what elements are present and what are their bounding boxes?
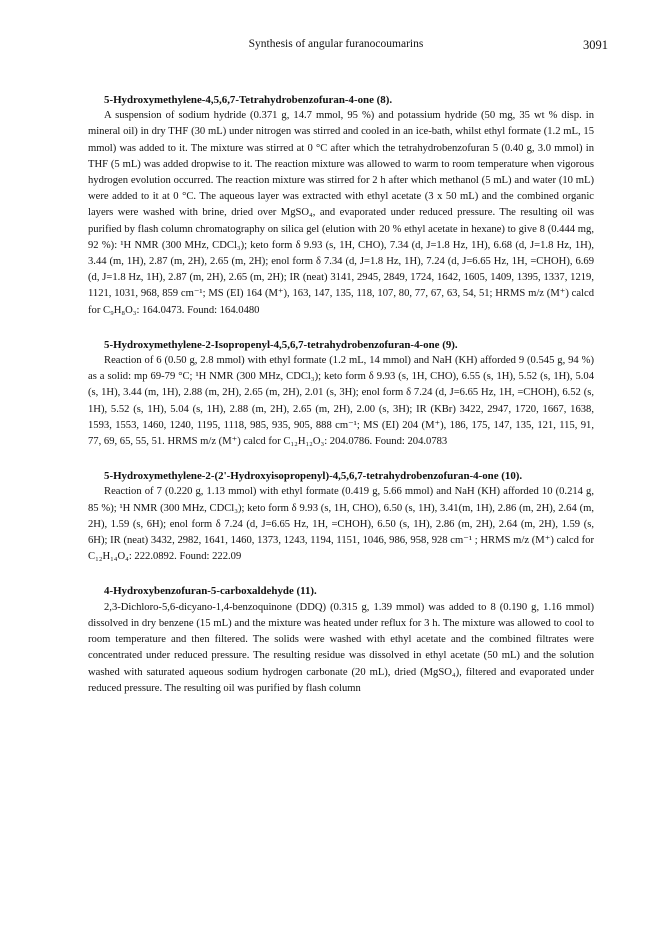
compound-9-section — [88, 337, 594, 450]
compound-11-heading: 4-Hydroxybenzofuran-5-carboxaldehyde (11). — [104, 585, 317, 598]
compound-8-paragraph: A suspension of sodium hydride (0.371 g, 14.7 mmol, 95 %) and potassium hydride (50 mg, 35 wt % disp. in mineral oil) in dry THF (30 mL) under nitrogen was stirred and cooled in an ice-bath, whilst ethyl formate (1.2 mL, 15 mmol) was added to it. The mixture was stirred at 0 °C after which the tetrahydrobenzofuran 5 (0.40 g, 3.0 mmol) in THF (5 mL) was added dropwise to it. The reaction mixture was allowed to warm to room temperature when vigorous hydrogen evolution occurred. The reaction mixture was stirred for 2 h after which methanol (5 mL) and water (10 mL) were added to it at 0 °C. The aqueous layer was extracted with ethyl acetate (3 x 50 mL) and the combined organic layers were washed with brine, dried over MgSO₄, and evaporated under reduced pressure. The resulting oil was purified by flash column chromatography on silica gel (elution with 20 % ethyl acetate in hexane) to give 8 (0.444 mg, 92 %): ¹H NMR (300 MHz, CDCl₃); keto form δ 9.93 (s, 1H, CHO), 7.34 (d, J=1.8 Hz, 1H), 6.68 (d, J=1.8 Hz, 1H), 3.44 (m, 1H), 2.87 (m, 2H), 2.65 (m, 2H); enol form δ 7.34 (d, J=1.8 Hz, 1H), 7.24 (d, J=6.65 Hz, 1H, =CHOH), 6.69 (d, J=1.8 Hz, 1H), 2.87 (m, 2H), 2.65 (m, 2H); IR (neat) 3141, 2945, 2849, 1724, 1642, 1605, 1409, 1395, 1337, 1219, 1121, 1031, 968, 859 cm⁻¹; MS (EI) 164 (M⁺), 163, 147, 135, 118, 107, 80, 77, 67, 63, 54, 51; HRMS m/z (M⁺) calcd for C₉H₈O₃: 164.0473. Found: 164.0480 — [88, 110, 594, 316]
compound-11-paragraph: 2,3-Dichloro-5,6-dicyano-1,4-benzoquinone (DDQ) (0.315 g, 1.39 mmol) was added to 8 (0.190 g, 1.16 mmol) dissolved in dry benzene (15 mL) and the mixture was heated under reflux for 3 h. The mixture was allowed to cool to room temperature and then filtered. The solids were washed with ethyl acetate and the combined filtrates were concentrated under reduced pressure. The resulting residue was dissolved in ethyl acetate (50 mL) and the solution washed with saturated aqueous sodium hydrogen carbonate (20 mL), dried (MgSO₄), filtered and evaporated under reduced pressure. The resulting oil was purified by flash column — [88, 601, 594, 694]
compound-9-heading: 5-Hydroxymethylene-2-Isopropenyl-4,5,6,7-tetrahydrobenzofuran-4-one (9). — [104, 338, 458, 351]
compound-10-heading: 5-Hydroxymethylene-2-(2'-Hydroxyisopropenyl)-4,5,6,7-tetrahydrobenzofuran-4-one (10). — [104, 470, 523, 483]
running-title: Synthesis of angular furanocoumarins — [248, 38, 424, 50]
compound-9-paragraph: Reaction of 6 (0.50 g, 2.8 mmol) with ethyl formate (1.2 mL, 14 mmol) and NaH (KH) afforded 9 (0.545 g, 94 %) as a solid: mp 69-79 °C; ¹H NMR (300 MHz, CDCl₃); keto form δ 9.93 (s, 1H, CHO), 6.55 (s, 1H), 5.52 (s, 1H), 5.04 (s, 1H), 3.44 (m, 1H), 2.88 (m, 2H), 2.65 (m, 2H), 2.01 (s, 3H); enol form δ 7.24 (d, J=6.65 Hz, 1H, =CHOH), 6.52 (s, 1H), 5.52 (s, 1H), 5.04 (s, 1H), 2.88 (m, 2H), 2.65 (m, 2H), 2.00 (s, 3H); IR (KBr) 3422, 2947, 1720, 1667, 1638, 1593, 1553, 1460, 1240, 1195, 1118, 985, 935, 905, 888 cm⁻¹; MS (EI) 204 (M⁺), 186, 175, 147, 135, 121, 115, 91, 77, 69, 65, 55, 51. HRMS m/z (M⁺) calcd for C₁₂H₁₂O₃: 204.0786. Found: 204.0783 — [88, 355, 594, 448]
experimental-text — [88, 92, 594, 697]
running-head — [0, 38, 672, 54]
compound-8-section — [88, 92, 594, 319]
compound-10-section — [88, 468, 594, 565]
compound-11-section — [88, 583, 594, 696]
compound-10-paragraph: Reaction of 7 (0.220 g, 1.13 mmol) with ethyl formate (0.419 g, 5.66 mmol) and NaH (KH) afforded 10 (0.214 g, 85 %); ¹H NMR (300 MHz, CDCl₃); keto form δ 9.93 (s, 1H, CHO), 6.50 (s, 1H), 3.41(m, 1H), 2.86 (m, 2H), 2.64 (m, 2H), 1.59 (s, 6H); enol form δ 7.24 (d, J=6.65 Hz, 1H, =CHOH), 6.50 (s, 1H), 2.86 (m, 2H), 2.64 (m, 2H), 1.59 (s, 6H); IR (neat) 3432, 2982, 1641, 1460, 1373, 1243, 1194, 1151, 1046, 986, 958, 928 cm⁻¹ ; HRMS m/z (M⁺) calcd for C₁₂H₁₄O₄: 222.0892. Found: 222.09 — [88, 486, 594, 563]
page-number: 3091 — [583, 38, 608, 52]
compound-8-heading: 5-Hydroxymethylene-4,5,6,7-Tetrahydrobenzofuran-4-one (8). — [104, 94, 393, 106]
